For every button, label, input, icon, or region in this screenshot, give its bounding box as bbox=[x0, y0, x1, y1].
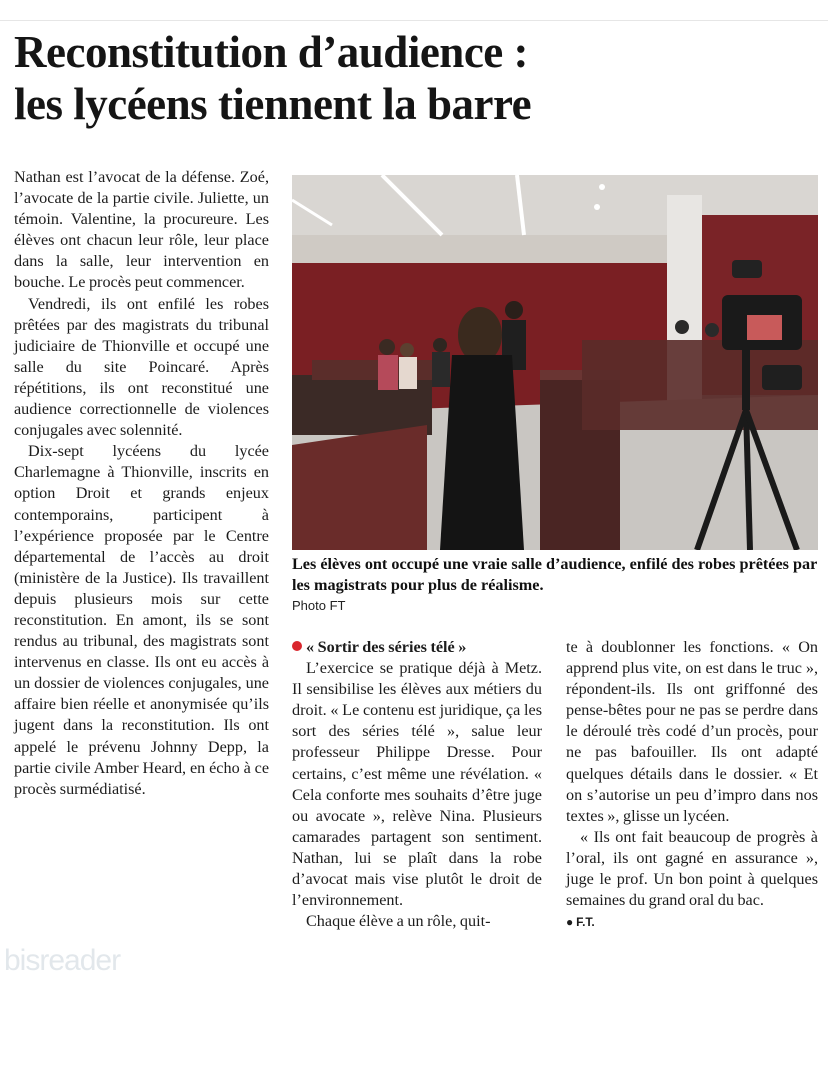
signature: F.T. bbox=[576, 915, 595, 930]
paragraph: Dix-sept lycéens du lycée Charlemagne à Thionville, inscrits en option Droit et grands enjeux contemporains, participent à l’expérience proposée par le Centre départemental de l’accès au droit (ministère de la Justice). Ils travaillent depuis plusieurs mois sur cette reconstitution. En amont, ils se sont rendus au tribunal, des magistrats sont intervenus en classe. Ils ont eu accès à un dossier de violences conjugales, une affaire bien réelle et anonymisée qu’ils jugent dans la reconstitution. Ils ont appelé le prévenu Johnny Depp, la partie civile Amber Heard, en écho à ce procès surmédiatisé. bbox=[14, 442, 269, 798]
photo-caption: Les élèves ont occupé une vraie salle d’audience, enfilé des robes prêtées par les magistrats pour plus de réalisme. bbox=[292, 555, 817, 594]
article-column-3 bbox=[566, 637, 818, 933]
courtroom-photo bbox=[292, 175, 818, 550]
headline-line-1: Reconstitution d’audience : bbox=[14, 27, 528, 77]
courtroom-illustration bbox=[292, 175, 818, 550]
headline bbox=[14, 26, 814, 130]
paragraph: Chaque élève a un rôle, quit- bbox=[306, 912, 491, 931]
paragraph: Nathan est l’avocat de la défense. Zoé, l’avocate de la partie civile. Juliette, un témoin. Valentine, la procureure. Les élèves ont chacun leur rôle, leur place dans la salle, leur intervention en bouche. Le procès peut commencer. bbox=[14, 168, 269, 292]
red-bullet-icon bbox=[292, 641, 302, 651]
paragraph: Vendredi, ils ont enfilé les robes prêtées par des magistrats du tribunal judiciaire de Thionville et occupé une salle du site Poincaré. Après répétitions, ils ont reconstitué une audience correctionnelle de violences conjugales avec solennité. bbox=[14, 294, 269, 440]
article-column-1 bbox=[14, 167, 269, 800]
subheading-text: « Sortir des séries télé » bbox=[306, 638, 467, 656]
signature-line bbox=[566, 911, 818, 933]
watermark: bisreader bbox=[4, 944, 121, 977]
photo-credit: Photo FT bbox=[292, 598, 346, 613]
signature-bullet-icon: ● bbox=[566, 915, 577, 930]
article-column-2 bbox=[292, 637, 542, 932]
paragraph: te à doublonner les fonctions. « On apprend plus vite, on est dans le truc », répondent-ils. Ils ont griffonné des pense-bêtes pour ne pas se perdre dans le déroulé très codé d’un procès, pour ne pas bafouiller. Ils ont adapté quelques détails dans le dossier. « Et on s’autorise un peu d’impro dans nos textes », glisse un lycéen. bbox=[566, 638, 818, 825]
paragraph: L’exercice se pratique déjà à Metz. Il sensibilise les élèves aux métiers du droit. « Le contenu est juridique, ça les sort des séries télé », salue leur professeur Philippe Dresse. Pour certains, c’est même une révélation. « Cela conforte mes souhaits d’être juge ou avocate », relève Nina. Plusieurs camarades partagent son sentiment. Nathan, lui se plaît dans la robe d’avocat mais vise plutôt le droit de l’environnement. bbox=[292, 659, 542, 910]
headline-line-2: les lycéens tiennent la barre bbox=[14, 79, 532, 129]
top-rule bbox=[0, 20, 828, 21]
paragraph: « Ils ont fait beaucoup de progrès à l’oral, ils ont gagné en assurance », juge le prof. Un bon point à quelques semaines du grand oral du bac. bbox=[566, 827, 818, 910]
subheading bbox=[292, 637, 542, 658]
